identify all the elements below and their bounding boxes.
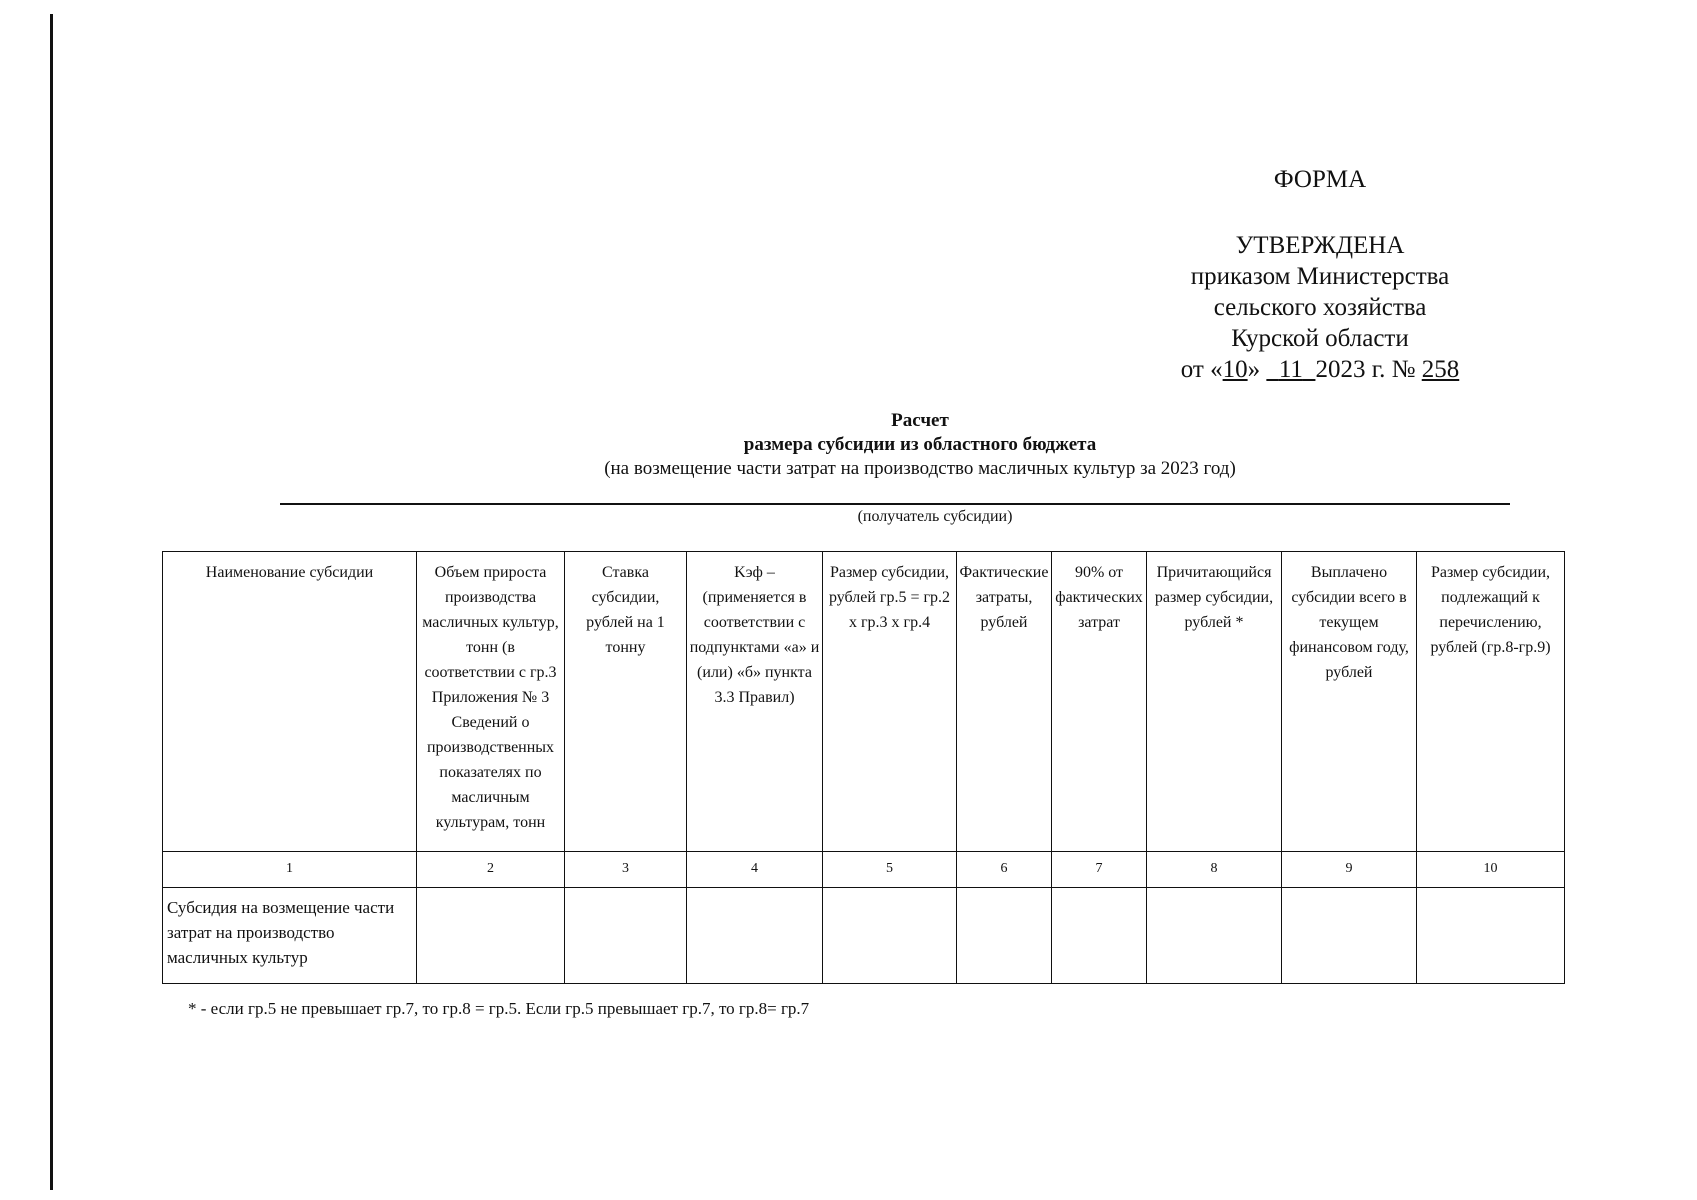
column-number-cell: 9	[1282, 852, 1417, 888]
table-cell[interactable]	[823, 888, 957, 984]
approval-line-3: Курской области	[1231, 325, 1409, 352]
column-number-cell: 7	[1052, 852, 1147, 888]
table-cell[interactable]	[565, 888, 687, 984]
date-separator: »	[1247, 356, 1261, 383]
header-cell: Kэф – (применяется в соответствии с подпунктами «а» и (или) «б» пункта 3.3 Правил)	[687, 552, 823, 852]
header-cell: Фактические затраты, рублей	[957, 552, 1052, 852]
column-number-cell: 3	[565, 852, 687, 888]
approval-line-2: сельского хозяйства	[1213, 294, 1427, 321]
date-month-value: 11	[1278, 356, 1303, 383]
column-number-cell: 10	[1417, 852, 1565, 888]
approval-line-1: приказом Министерства	[1190, 263, 1450, 290]
header-cell: Причитающийся размер субсидии, рублей *	[1147, 552, 1282, 852]
approval-date-line	[1120, 354, 1520, 385]
table-cell[interactable]	[687, 888, 823, 984]
column-number-cell: 8	[1147, 852, 1282, 888]
header-cell: Наименование субсидии	[163, 552, 417, 852]
header-cell: Объем прироста производства масличных культур, тонн (в соответствии с гр.3 Приложения № 3 Сведений о производственных показателях по масличным культурам, тонн	[417, 552, 565, 852]
calculation-table	[162, 551, 1565, 984]
table-cell[interactable]	[1052, 888, 1147, 984]
column-number-cell: 4	[687, 852, 823, 888]
subsidy-name-cell: Субсидия на возмещение части затрат на производство масличных культур	[163, 888, 417, 984]
column-number-cell: 1	[163, 852, 417, 888]
table-row	[163, 888, 1565, 984]
header-cell: Выплачено субсидии всего в текущем финансовом году, рублей	[1282, 552, 1417, 852]
left-margin-rule	[50, 14, 53, 1190]
header-cell: 90% от фактических затрат	[1052, 552, 1147, 852]
date-year: 2023 г. №	[1315, 356, 1416, 383]
document-subtitle: размера субсидии из областного бюджета	[743, 434, 1097, 455]
order-number: 258	[1421, 356, 1460, 383]
date-month	[1266, 356, 1315, 383]
document-note: (на возмещение части затрат на производство масличных культур за 2023 год)	[604, 458, 1236, 479]
table-cell[interactable]	[1282, 888, 1417, 984]
recipient-underline	[280, 503, 1510, 505]
table-cell[interactable]	[1147, 888, 1282, 984]
header-cell: Размер субсидии, рублей гр.5 = гр.2 х гр.3 х гр.4	[823, 552, 957, 852]
column-number-cell: 5	[823, 852, 957, 888]
date-prefix: от «	[1180, 356, 1223, 383]
table-header-row	[163, 552, 1565, 852]
header-cell: Ставка субсидии, рублей на 1 тонну	[565, 552, 687, 852]
table-cell[interactable]	[417, 888, 565, 984]
column-number-cell: 2	[417, 852, 565, 888]
column-number-cell: 6	[957, 852, 1052, 888]
form-label: ФОРМА	[1273, 166, 1367, 193]
approved-label: УТВЕРЖДЕНА	[1235, 232, 1405, 259]
column-number-row	[163, 852, 1565, 888]
header-cell: Размер субсидии, подлежащий к перечислению, рублей (гр.8-гр.9)	[1417, 552, 1565, 852]
recipient-caption: (получатель субсидии)	[857, 508, 1013, 525]
date-day: 10	[1222, 356, 1248, 383]
document-title: Расчет	[891, 410, 949, 431]
footnote: * - если гр.5 не превышает гр.7, то гр.8 = гр.5. Если гр.5 превышает гр.7, то гр.8= гр.7	[188, 999, 810, 1018]
table-cell[interactable]	[957, 888, 1052, 984]
table-cell[interactable]	[1417, 888, 1565, 984]
